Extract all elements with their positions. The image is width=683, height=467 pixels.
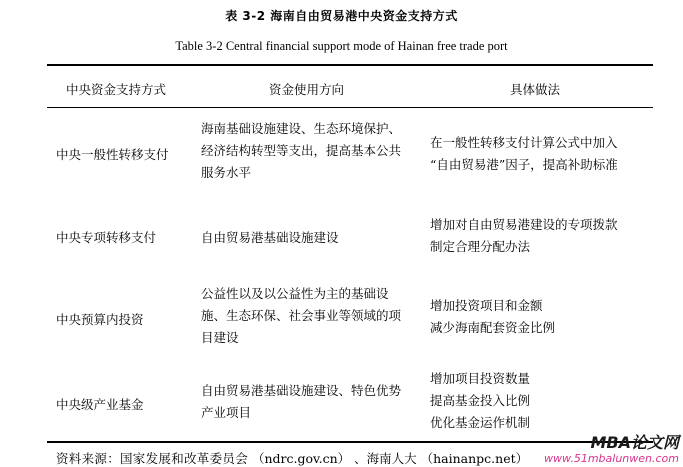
header-practice: 具体做法 xyxy=(510,82,561,97)
cell-line: 海南基础设施建设、生态环境保护、 xyxy=(201,121,402,136)
cell-line: 减少海南配套资金比例 xyxy=(430,320,556,335)
cell-direction xyxy=(201,283,401,349)
cell-mode: 中央预算内投资 xyxy=(56,312,144,327)
table-top-rule xyxy=(47,64,653,66)
cell-line: 增加对自由贸易港建设的专项拨款 xyxy=(430,217,618,232)
cell-line: 增加投资项目和金额 xyxy=(430,298,543,313)
cell-direction xyxy=(201,227,339,249)
source-note xyxy=(56,449,528,467)
cell-line: 经济结构转型等支出，提高基本公共 xyxy=(201,143,402,158)
source-separator: 、海南人大 xyxy=(354,451,417,466)
cell-line: 服务水平 xyxy=(201,165,252,180)
cell-line: 制定合理分配办法 xyxy=(430,239,531,254)
cell-line: 目建设 xyxy=(201,330,239,345)
cell-practice xyxy=(430,132,618,176)
watermark xyxy=(544,434,679,465)
source-prefix: 资料来源：国家发展和改革委员会 xyxy=(56,451,249,466)
cell-direction xyxy=(201,118,401,184)
watermark-url: www.51mbalunwen.com xyxy=(544,452,679,465)
cell-line: 自由贸易港基础设施建设、特色优势 xyxy=(201,383,402,398)
cell-line: 施、生态环保、社会事业等领域的项 xyxy=(201,308,402,323)
table-title-chinese: 表 3-2 海南自由贸易港中央资金支持方式 xyxy=(225,9,458,23)
cell-line: 公益性以及以公益性为主的基础设 xyxy=(201,286,389,301)
cell-practice xyxy=(430,368,530,434)
watermark-logo: MBA论文网 xyxy=(590,433,679,452)
table-title-english: Table 3-2 Central financial support mode of Hainan free trade port xyxy=(175,39,508,53)
cell-mode: 中央专项转移支付 xyxy=(56,230,157,245)
cell-mode: 中央级产业基金 xyxy=(56,397,144,412)
header-support-mode: 中央资金支持方式 xyxy=(66,82,167,97)
cell-line: 自由贸易港基础设施建设 xyxy=(201,230,339,245)
cell-line: 优化基金运作机制 xyxy=(430,415,531,430)
cell-line: “自由贸易港”因子，提高补助标准 xyxy=(430,157,618,172)
cell-practice xyxy=(430,214,618,258)
cell-practice xyxy=(430,295,555,339)
cell-line: 增加项目投资数量 xyxy=(430,371,531,386)
cell-line: 产业项目 xyxy=(201,405,252,420)
cell-line: 提高基金投入比例 xyxy=(430,393,531,408)
cell-line: 在一般性转移支付计算公式中加入 xyxy=(430,135,618,150)
cell-direction xyxy=(201,380,401,424)
source-site-ndrc: （ndrc.gov.cn） xyxy=(252,451,351,466)
table-header-rule xyxy=(47,107,653,108)
cell-mode: 中央一般性转移支付 xyxy=(56,147,169,162)
header-fund-direction: 资金使用方向 xyxy=(269,82,345,97)
source-site-hainanpc: （hainanpc.net） xyxy=(420,451,529,466)
